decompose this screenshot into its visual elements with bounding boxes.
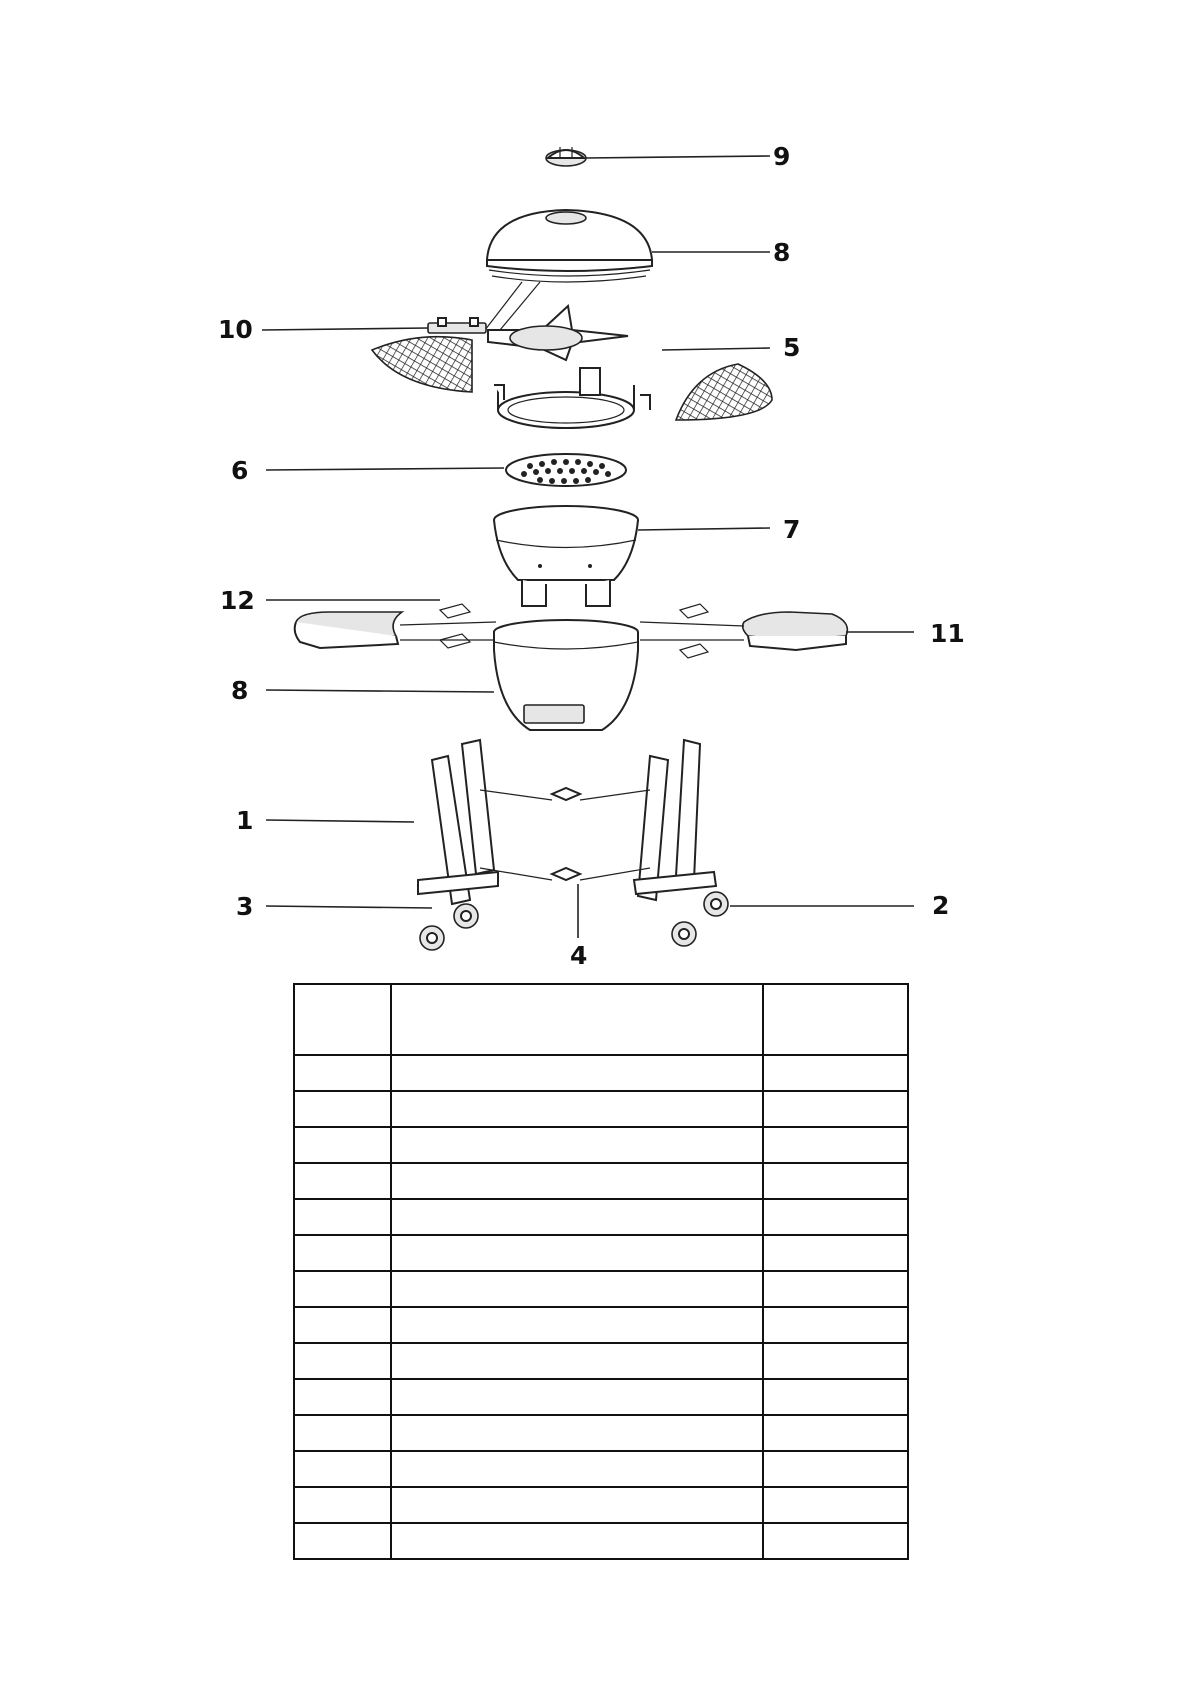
table-cell — [294, 1091, 391, 1127]
table-cell — [763, 1307, 908, 1343]
table-cell — [391, 1163, 763, 1199]
stand-frame — [418, 740, 716, 904]
table-cell — [294, 1451, 391, 1487]
table-header-row — [294, 984, 908, 1055]
table-cell — [763, 1415, 908, 1451]
table-row — [294, 1523, 908, 1559]
table-cell — [763, 1199, 908, 1235]
table-row — [294, 1271, 908, 1307]
table-cell — [763, 1235, 908, 1271]
left-side-shelf — [295, 612, 402, 648]
table-cell — [763, 1127, 908, 1163]
table-row — [294, 1487, 908, 1523]
callout-11: 11 — [930, 619, 965, 648]
table-cell — [391, 1307, 763, 1343]
table-row — [294, 1055, 908, 1091]
header-cell — [763, 984, 908, 1055]
table-cell — [391, 1415, 763, 1451]
header-cell — [391, 984, 763, 1055]
table-cell — [294, 1271, 391, 1307]
table-cell — [294, 1163, 391, 1199]
table-cell — [294, 1235, 391, 1271]
table-cell — [391, 1451, 763, 1487]
table-cell — [391, 1055, 763, 1091]
callout-1: 1 — [236, 806, 254, 835]
table-cell — [763, 1055, 908, 1091]
table-row — [294, 1307, 908, 1343]
table-cell — [391, 1091, 763, 1127]
callout-4: 4 — [570, 941, 588, 970]
table-cell — [294, 1127, 391, 1163]
parts-list-table — [293, 983, 909, 1560]
grill-body — [494, 620, 638, 730]
callout-8-base: 8 — [231, 676, 249, 705]
table-row — [294, 1163, 908, 1199]
table-cell — [763, 1091, 908, 1127]
table-cell — [391, 1271, 763, 1307]
table-row — [294, 1199, 908, 1235]
table-cell — [294, 1199, 391, 1235]
fire-box — [494, 506, 638, 606]
table-row — [294, 1343, 908, 1379]
callout-10: 10 — [218, 315, 253, 344]
table-cell — [294, 1415, 391, 1451]
table-cell — [391, 1235, 763, 1271]
table-cell — [763, 1343, 908, 1379]
table-row — [294, 1127, 908, 1163]
callout-7: 7 — [783, 515, 801, 544]
table-cell — [763, 1487, 908, 1523]
table-cell — [391, 1199, 763, 1235]
table-row — [294, 1379, 908, 1415]
table-cell — [763, 1379, 908, 1415]
table-cell — [294, 1379, 391, 1415]
callout-12: 12 — [220, 586, 255, 615]
header-cell — [294, 984, 391, 1055]
table-row — [294, 1451, 908, 1487]
table-cell — [294, 1343, 391, 1379]
callout-6: 6 — [231, 456, 249, 485]
table-cell — [391, 1523, 763, 1559]
table-cell — [294, 1307, 391, 1343]
table-cell — [294, 1487, 391, 1523]
table-cell — [391, 1487, 763, 1523]
table-row — [294, 1415, 908, 1451]
lid-handle — [428, 318, 486, 333]
callout-8-dome: 8 — [773, 238, 791, 267]
table-cell — [763, 1163, 908, 1199]
table-cell — [294, 1055, 391, 1091]
table-cell — [294, 1523, 391, 1559]
callout-9: 9 — [773, 142, 791, 171]
table-cell — [391, 1127, 763, 1163]
callout-2: 2 — [932, 891, 950, 920]
right-side-shelf — [743, 612, 848, 650]
table-row — [294, 1091, 908, 1127]
table-row — [294, 1235, 908, 1271]
table-cell — [763, 1451, 908, 1487]
table-cell — [391, 1343, 763, 1379]
callout-5: 5 — [783, 333, 801, 362]
table-cell — [763, 1523, 908, 1559]
table-cell — [763, 1271, 908, 1307]
callout-3: 3 — [236, 892, 254, 921]
charcoal-grate — [506, 454, 626, 486]
table-cell — [391, 1379, 763, 1415]
top-vent-cap — [546, 147, 586, 166]
